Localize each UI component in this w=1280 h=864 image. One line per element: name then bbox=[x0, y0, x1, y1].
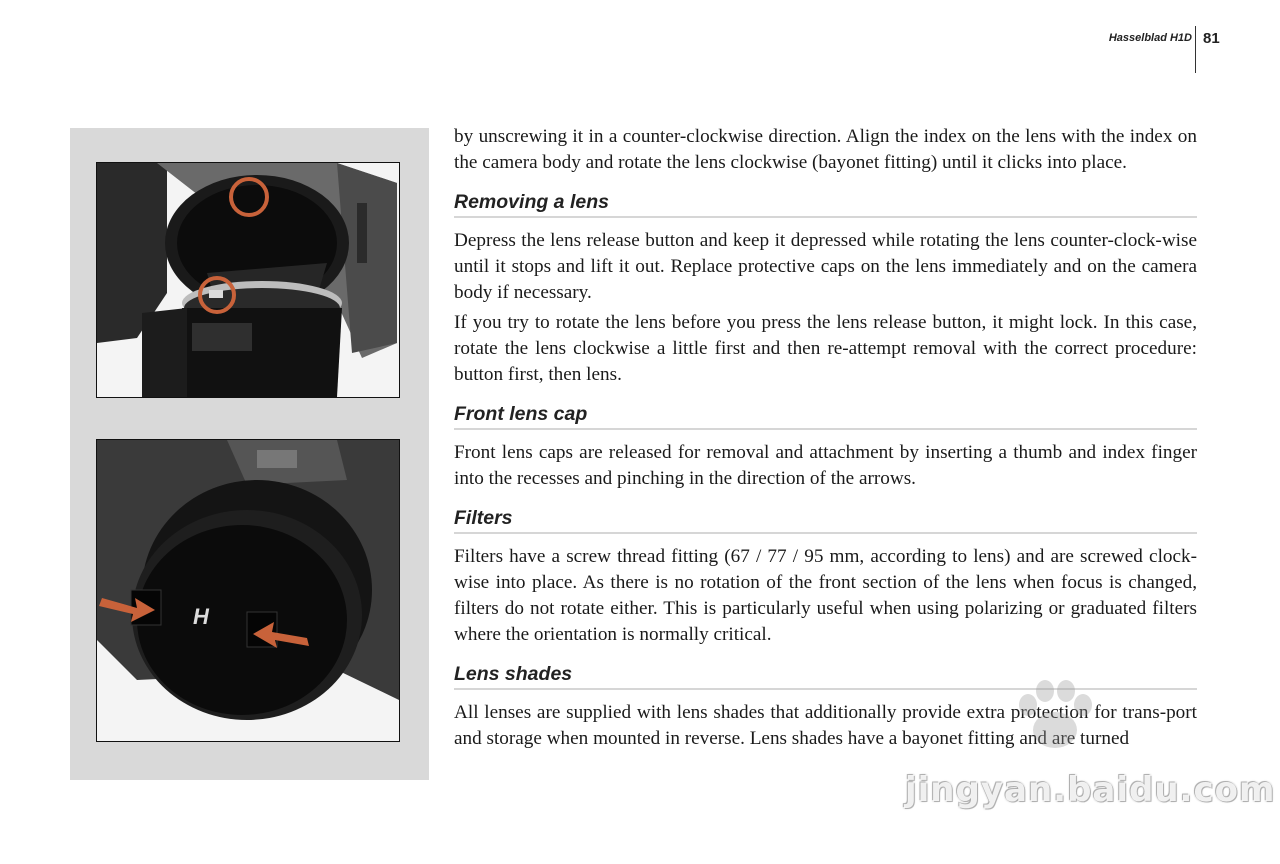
paragraph: All lenses are supplied with lens shades that additionally provide extra protection for trans-port and storage when mounted in reverse. Lens shades have a bayonet fitting and are turned bbox=[454, 702, 1197, 749]
section-heading: Filters bbox=[454, 506, 1197, 534]
watermark: jingyan.baidu.com bbox=[905, 770, 1276, 810]
front-lens-cap-photo-icon bbox=[97, 440, 399, 741]
cap-logo: H bbox=[193, 604, 209, 629]
page-number: 81 bbox=[1203, 30, 1220, 47]
book-title: Hasselblad H1D bbox=[1108, 32, 1192, 44]
paragraph: If you try to rotate the lens before you press the lens release button, it might lock. In this case, rotate the lens clockwise a little first and then re-attempt removal with the correct procedure: button first, then lens. bbox=[454, 312, 1197, 385]
section-filters bbox=[454, 506, 1197, 648]
lens-cap-photo bbox=[96, 439, 400, 742]
section-removing-lens bbox=[454, 190, 1197, 388]
paragraph: Depress the lens release button and keep it depressed while rotating the lens counter-clock-wise until it stops and lift it out. Replace protective caps on the lens immediately and on the camera body if necessary. bbox=[454, 230, 1197, 303]
section-heading: Lens shades bbox=[454, 662, 1197, 690]
section-heading: Front lens cap bbox=[454, 402, 1197, 430]
watermark-paw-icon bbox=[1000, 675, 1110, 755]
section-front-lens-cap bbox=[454, 402, 1197, 492]
header-divider bbox=[1195, 26, 1196, 73]
paragraph: Filters have a screw thread fitting (67 / 77 / 95 mm, according to lens) and are screwed clock-wise into place. As there is no rotation of the front section of the lens when focus is changed, filters do not rotate either. This is particularly useful when using polarizing or graduated filters where the orientation is normally critical. bbox=[454, 546, 1197, 645]
intro-paragraph: by unscrewing it in a counter-clockwise direction. Align the index on the lens with the index on the camera body and rotate the lens clockwise (bayonet fitting) until it clicks into place. bbox=[454, 126, 1197, 173]
paragraph: Front lens caps are released for removal and attachment by inserting a thumb and index finger into the recesses and pinching in the direction of the arrows. bbox=[454, 442, 1197, 489]
section-heading: Removing a lens bbox=[454, 190, 1197, 218]
lens-mount-photo bbox=[96, 162, 400, 398]
camera-lens-mount-photo-icon bbox=[97, 163, 399, 397]
main-text bbox=[454, 124, 1197, 752]
